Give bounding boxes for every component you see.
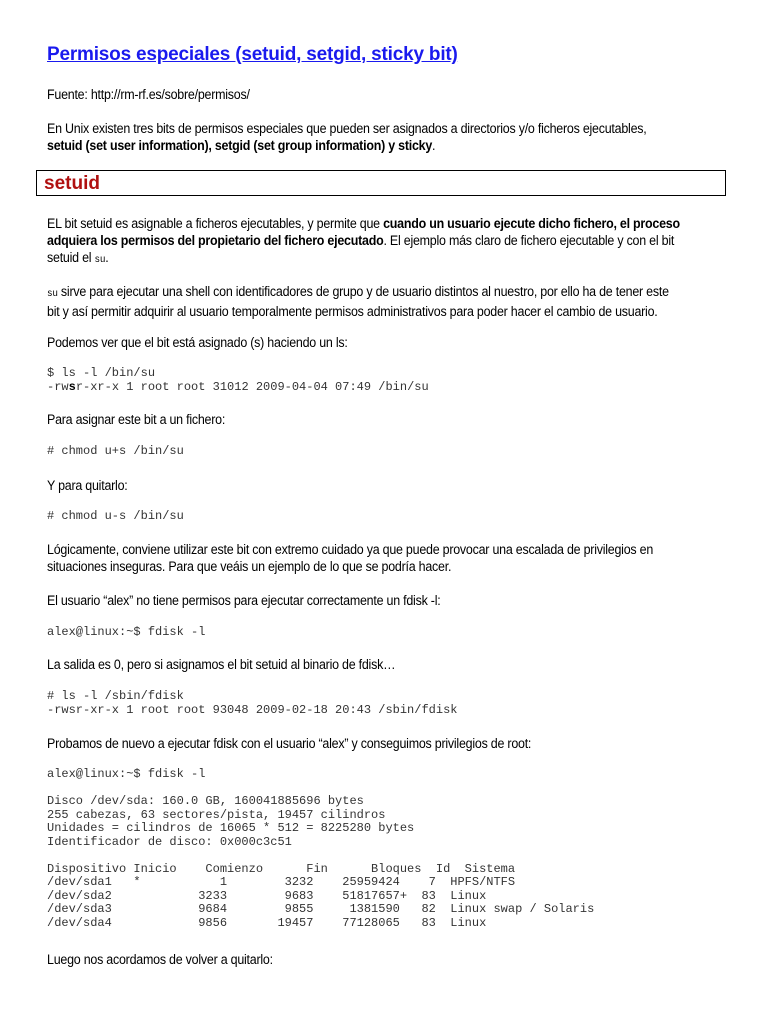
code6-disk-1: Disco /dev/sda: 160.0 GB, 160041885696 bytes xyxy=(47,794,364,808)
p1-text-d: setuid el xyxy=(47,250,95,265)
paragraph-assign: Para asignar este bit a un fichero: xyxy=(47,412,226,427)
p1-code-su: su xyxy=(94,255,106,266)
code-block-fdisk-output xyxy=(47,768,594,930)
p2-line-2: bit y así permitir adquirir al usuario temporalmente permisos administrativos para poder hacer el cambio de usuario. xyxy=(47,304,658,319)
setuid-paragraph-2 xyxy=(47,283,735,320)
p1-text-a: EL bit setuid es asignable a ficheros ejecutables, y permite que xyxy=(47,216,384,231)
paragraph-remove: Y para quitarlo: xyxy=(47,478,128,493)
p2-code-su: su xyxy=(47,289,58,300)
paragraph-warning xyxy=(47,541,735,575)
intro-text: En Unix existen tres bits de permisos especiales que pueden ser asignados a directorios y/o ficheros ejecutables, xyxy=(47,121,647,136)
code6-cmd: alex@linux:~$ fdisk -l xyxy=(47,767,206,781)
code6-row-sda3: /dev/sda3 9684 9855 1381590 82 Linux swap / Solaris xyxy=(47,902,595,916)
code6-disk-4: Identificador de disco: 0x000c3c51 xyxy=(47,834,292,849)
code1-setuid-bit: s xyxy=(68,379,76,394)
intro-paragraph xyxy=(47,120,735,154)
p1-text-c: . El ejemplo más claro de fichero ejecutable y con el bit xyxy=(383,233,675,248)
code6-row-sda1: /dev/sda1 * 1 3232 25959424 7 HPFS/NTFS xyxy=(47,875,516,889)
code-block-ls-fdisk xyxy=(47,690,457,717)
setuid-paragraph-1 xyxy=(47,215,735,269)
code6-row-sda2: /dev/sda2 3233 9683 51817657+ 83 Linux xyxy=(47,888,487,903)
p1-text-e: . xyxy=(105,250,109,265)
code5-line-2: -rwsr-xr-x 1 root root 93048 2009-02-18 20:43 /sbin/fdisk xyxy=(47,702,458,717)
code6-table-header: Dispositivo Inicio Comienzo Fin Bloques Id Sistema xyxy=(47,861,516,876)
code6-row-sda4: /dev/sda4 9856 19457 77128065 83 Linux xyxy=(47,915,487,930)
code6-disk-3: Unidades = cilindros de 16065 * 512 = 8225280 bytes xyxy=(47,821,415,835)
paragraph-retry: Probamos de nuevo a ejecutar fdisk con el usuario “alex” y conseguimos privilegios de root: xyxy=(47,736,532,751)
p2-line-1: sirve para ejecutar una shell con identificadores de grupo y de usuario distintos al nuestro, por ello ha de tener este xyxy=(57,284,669,299)
code-block-chmod-plus: # chmod u+s /bin/su xyxy=(47,444,184,458)
paragraph-final: Luego nos acordamos de volver a quitarlo: xyxy=(47,952,273,967)
p1-bold-2: adquiera los permisos del propietario del fichero ejecutado xyxy=(47,233,384,248)
intro-end: . xyxy=(432,138,436,153)
paragraph-output: La salida es 0, pero si asignamos el bit setuid al binario de fdisk… xyxy=(47,657,396,672)
code1-line-2b: r-xr-x 1 root root 31012 2009-04-04 07:49 /bin/su xyxy=(75,379,429,394)
p1-bold-1: cuando un usuario ejecute dicho fichero, el proceso xyxy=(383,216,680,231)
paragraph-ls: Podemos ver que el bit está asignado (s) haciendo un ls: xyxy=(47,335,348,350)
p6-line-1: Lógicamente, conviene utilizar este bit con extremo cuidado ya que puede provocar una escalada de privilegios en xyxy=(47,542,654,557)
code-block-chmod-minus: # chmod u-s /bin/su xyxy=(47,509,184,523)
code1-line-1: $ ls -l /bin/su xyxy=(47,366,156,380)
section-setuid-box xyxy=(36,170,726,196)
code6-disk-2: 255 cabezas, 63 sectores/pista, 19457 cilindros xyxy=(47,807,386,822)
code-block-ls-su xyxy=(47,367,429,394)
section-title: setuid xyxy=(44,173,100,194)
code5-line-1: # ls -l /sbin/fdisk xyxy=(47,689,184,703)
code1-line-2a: -rw xyxy=(47,379,69,394)
source-line: Fuente: http://rm-rf.es/sobre/permisos/ xyxy=(47,87,250,102)
code-block-fdisk-1: alex@linux:~$ fdisk -l xyxy=(47,625,206,639)
intro-bold: setuid (set user information), setgid (set group information) y sticky xyxy=(47,138,433,153)
paragraph-alex: El usuario “alex” no tiene permisos para ejecutar correctamente un fdisk -l: xyxy=(47,593,441,608)
page-title-link[interactable]: Permisos especiales (setuid, setgid, sticky bit) xyxy=(47,44,458,65)
p6-line-2: situaciones inseguras. Para que veáis un ejemplo de lo que se podría hacer. xyxy=(47,559,452,574)
